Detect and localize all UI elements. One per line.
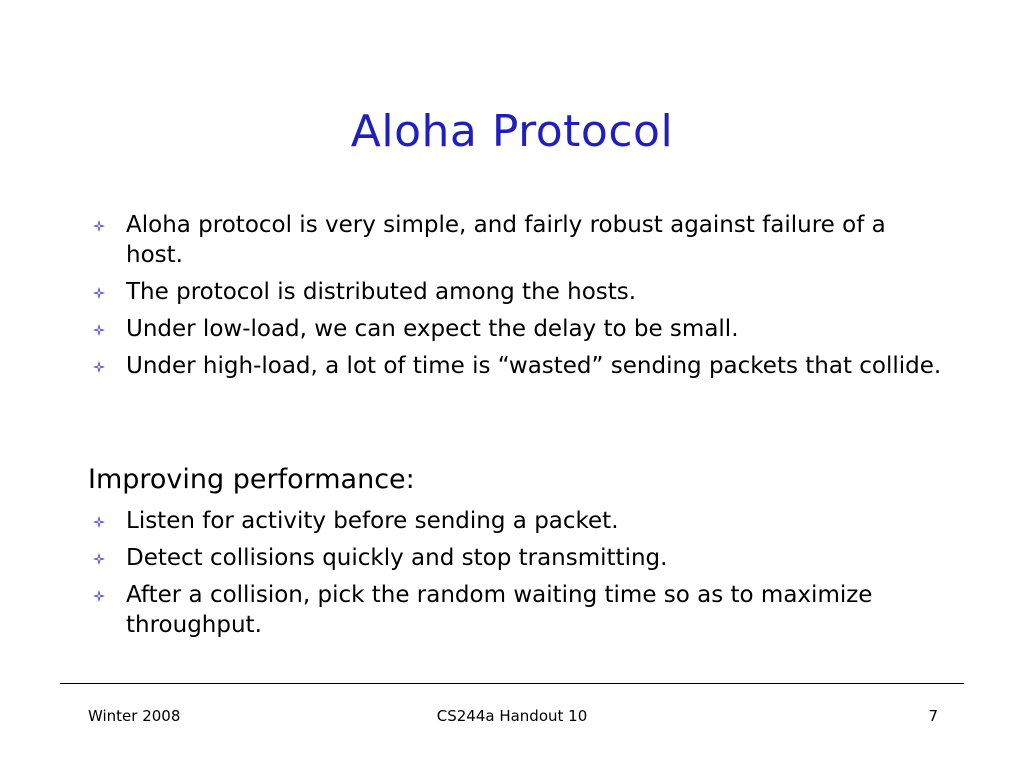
footer-course: CS244a Handout 10 [436, 707, 588, 725]
diamond-bullet-icon [93, 590, 105, 602]
bullet-item [88, 506, 948, 536]
diamond-bullet-icon [93, 516, 105, 528]
bullet-text: Listen for activity before sending a packet. [126, 508, 619, 534]
section-heading: Improving performance: [88, 464, 415, 495]
bullet-item [88, 314, 948, 344]
bullet-item [88, 210, 948, 270]
bullet-text: Under low-load, we can expect the delay to be small. [126, 316, 739, 342]
bullet-item [88, 580, 948, 640]
bullet-text: Detect collisions quickly and stop transmitting. [126, 545, 668, 571]
improving-bullet-list [88, 506, 948, 647]
footer-divider [60, 683, 964, 684]
footer-date: Winter 2008 [88, 707, 181, 725]
bullet-text: Under high-load, a lot of time is “wasted” sending packets that collide. [126, 353, 942, 379]
bullet-item [88, 277, 948, 307]
diamond-bullet-icon [93, 361, 105, 373]
bullet-text: After a collision, pick the random waiting time so as to maximize throughput. [126, 582, 873, 638]
diamond-bullet-icon [93, 324, 105, 336]
bullet-text: The protocol is distributed among the hosts. [126, 279, 637, 305]
bullet-item [88, 351, 948, 381]
bullet-item [88, 543, 948, 573]
page-number: 7 [928, 707, 938, 725]
slide-title: Aloha Protocol [350, 106, 674, 157]
diamond-bullet-icon [93, 287, 105, 299]
bullet-text: Aloha protocol is very simple, and fairly robust against failure of a host. [126, 212, 886, 268]
diamond-bullet-icon [93, 220, 105, 232]
diamond-bullet-icon [93, 553, 105, 565]
main-bullet-list [88, 210, 948, 388]
